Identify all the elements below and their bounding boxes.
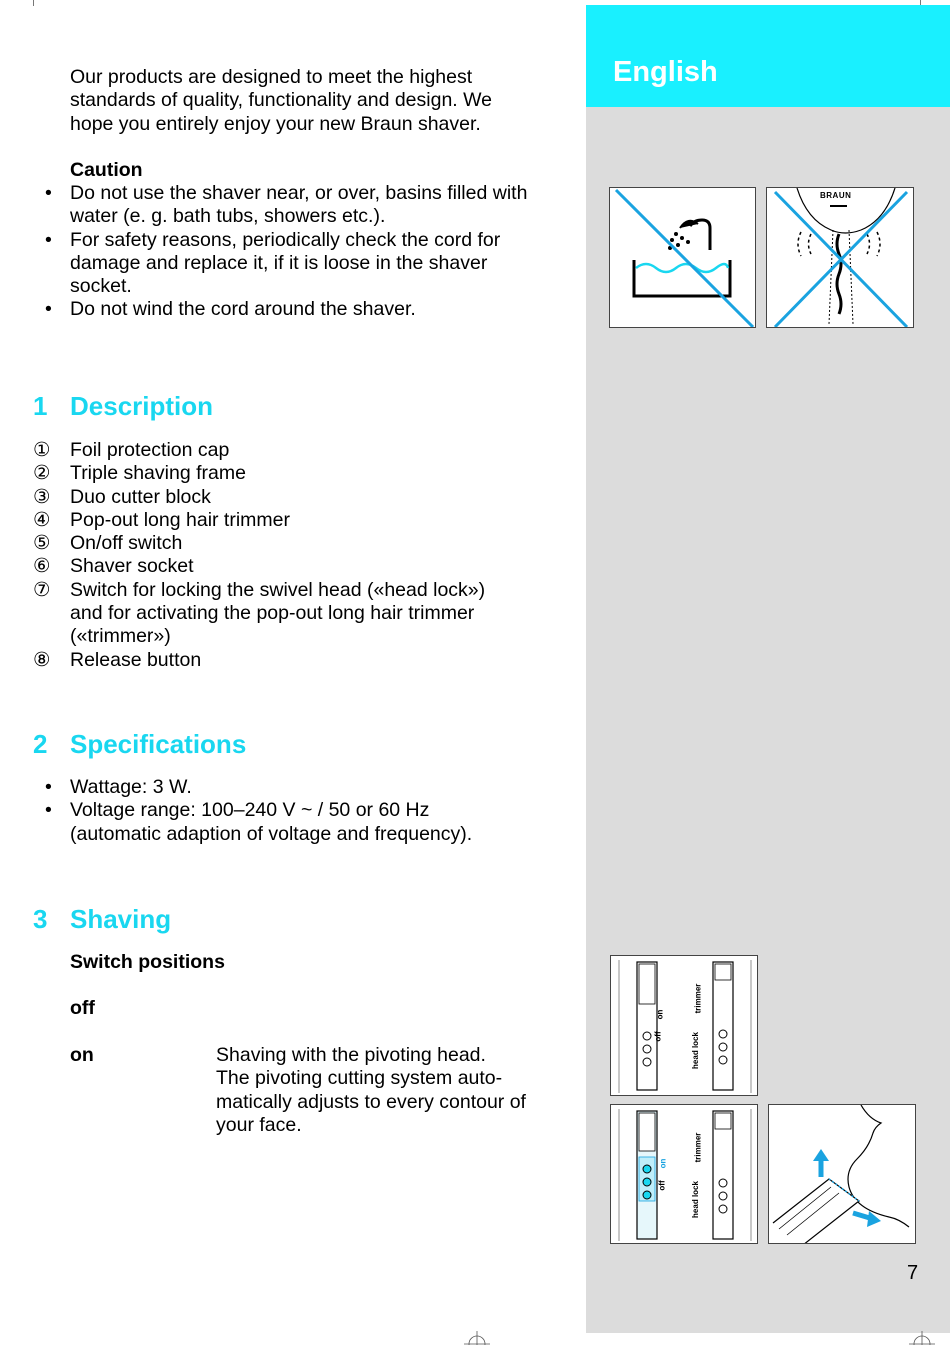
list-item	[0, 229, 580, 299]
switch-off-illustration	[610, 955, 758, 1096]
bullet-icon: •	[45, 799, 52, 822]
on-description	[216, 1044, 566, 1137]
off-label: off	[70, 997, 95, 1019]
item-number: ⑧	[33, 648, 51, 671]
intro-paragraph	[70, 66, 570, 136]
list-item	[0, 462, 580, 485]
on-description-line: The pivoting cutting system auto-	[216, 1067, 503, 1090]
switch-label-head-lock: head lock	[690, 1181, 700, 1218]
list-item	[0, 439, 580, 462]
list-item	[0, 532, 580, 555]
part-label: Foil protection cap	[70, 439, 230, 461]
on-description-line: your face.	[216, 1113, 302, 1136]
intro-line: Our products are designed to meet the highest	[70, 66, 473, 88]
list-item	[0, 776, 580, 799]
caution-line: Do not use the shaver near, or over, basins filled with	[70, 182, 528, 204]
caution-line: damage and replace it, if it is loose in the shaver	[70, 251, 488, 274]
switch-label-head-lock: head lock	[690, 1032, 700, 1069]
intro-line: hope you entirely enjoy your new Braun shaver.	[70, 112, 481, 135]
list-item	[0, 182, 580, 229]
registration-mark-icon	[464, 1331, 490, 1345]
section-title-specifications: Specifications	[70, 729, 247, 759]
spec-line: Voltage range: 100–240 V ~ / 50 or 60 Hz	[70, 799, 430, 822]
item-number: ②	[33, 462, 51, 485]
page-number: 7	[907, 1262, 919, 1284]
part-label: Release button	[70, 648, 202, 671]
specifications-list	[0, 776, 580, 846]
description-list	[0, 439, 580, 672]
item-number: ④	[33, 508, 51, 531]
switch-positions-heading: Switch positions	[70, 951, 225, 973]
bullet-icon: •	[45, 228, 52, 251]
bullet-icon: •	[45, 776, 52, 798]
part-label: Triple shaving frame	[70, 462, 246, 485]
bathtub-warning-illustration	[609, 187, 756, 328]
switch-diagram-icon	[611, 1105, 758, 1244]
caution-line: For safety reasons, periodically check the cord for	[70, 228, 501, 251]
bathtub-warning-icon	[610, 188, 756, 328]
language-label: English	[613, 56, 718, 88]
list-item	[0, 486, 580, 509]
list-item	[0, 649, 580, 672]
registration-mark-icon	[909, 1331, 935, 1345]
switch-label-off: off	[653, 1031, 663, 1042]
item-number: ③	[33, 485, 51, 508]
switch-on-illustration	[610, 1104, 758, 1244]
switch-label-off: off	[657, 1180, 667, 1191]
section-number: 2	[33, 729, 48, 759]
part-label: Duo cutter block	[70, 485, 211, 508]
part-label: and for activating the pop-out long hair trimmer	[70, 602, 475, 625]
caution-heading: Caution	[70, 159, 143, 181]
brand-logo: BRAUN	[820, 191, 852, 200]
cord-warning-illustration	[766, 187, 914, 328]
item-number: ⑤	[33, 532, 51, 555]
section-number: 1	[33, 391, 48, 421]
section-title-shaving: Shaving	[70, 904, 172, 934]
section-number: 3	[33, 904, 48, 934]
spec-line: Wattage: 3 W.	[70, 776, 192, 798]
spec-line: (automatic adaption of voltage and frequency).	[70, 822, 473, 845]
item-number: ⑥	[33, 555, 51, 578]
switch-label-trimmer: trimmer	[693, 1132, 703, 1163]
part-label: Switch for locking the swivel head («head lock»)	[70, 578, 486, 601]
bullet-icon: •	[45, 182, 52, 204]
part-label: On/off switch	[70, 532, 183, 555]
caution-line: water (e. g. bath tubs, showers etc.).	[70, 205, 386, 228]
switch-label-on: on	[658, 1158, 668, 1169]
shaving-face-icon	[769, 1105, 916, 1244]
caution-line: socket.	[70, 275, 132, 298]
part-label: Pop-out long hair trimmer	[70, 508, 291, 531]
shaver-cord-icon	[767, 188, 914, 328]
shaving-face-illustration	[768, 1104, 916, 1244]
on-description-line: matically adjusts to every contour of	[216, 1090, 526, 1113]
list-item	[0, 509, 580, 532]
list-item	[0, 579, 580, 649]
part-label: Shaver socket	[70, 555, 194, 578]
switch-label-trimmer: trimmer	[693, 983, 703, 1014]
on-label: on	[70, 1044, 94, 1066]
switch-label-on: on	[655, 1009, 665, 1020]
bullet-icon: •	[45, 298, 52, 321]
section-title-description: Description	[70, 391, 214, 421]
caution-list	[0, 182, 580, 322]
list-item	[0, 555, 580, 578]
crop-mark	[33, 0, 34, 6]
item-number: ⑦	[33, 578, 51, 601]
caution-line: Do not wind the cord around the shaver.	[70, 298, 416, 321]
intro-line: standards of quality, functionality and design. We	[70, 89, 493, 112]
list-item	[0, 799, 580, 846]
item-number: ①	[33, 439, 51, 461]
part-label: («trimmer»)	[70, 625, 171, 648]
switch-diagram-icon	[611, 956, 758, 1096]
on-description-line: Shaving with the pivoting head.	[216, 1044, 486, 1066]
list-item	[0, 298, 580, 321]
